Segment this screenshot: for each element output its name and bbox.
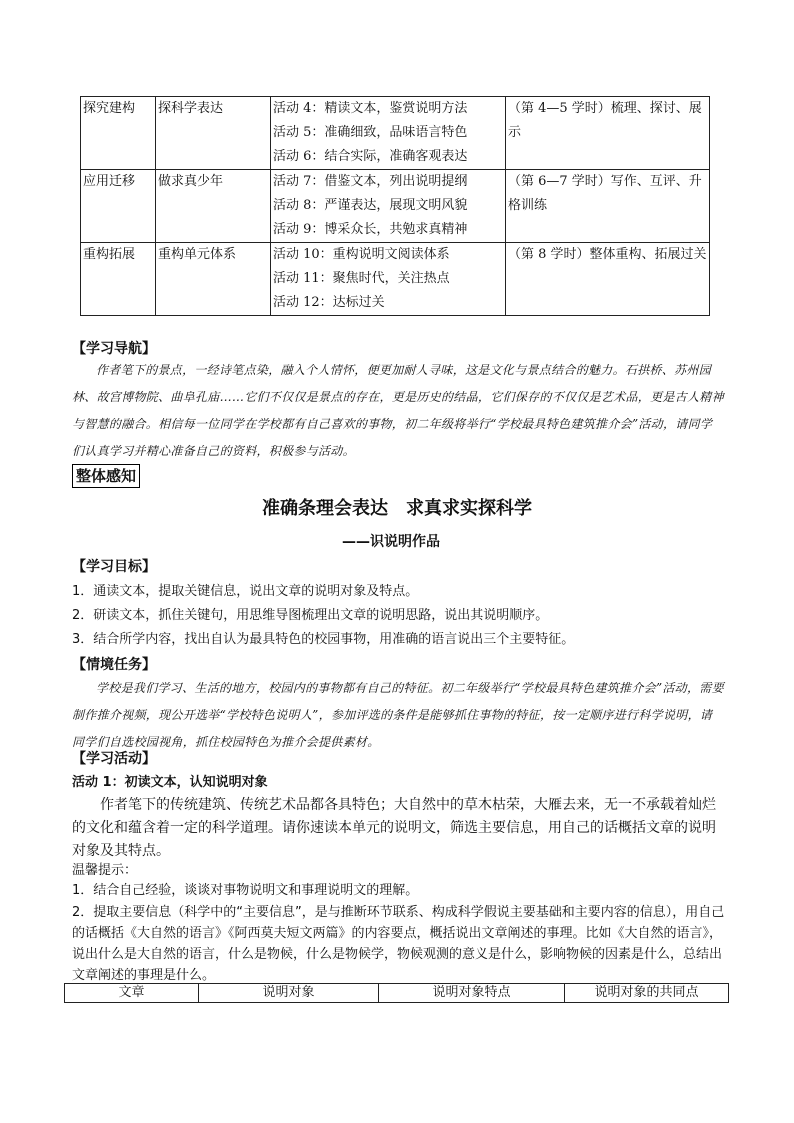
- tip-item: 2．提取主要信息（科学中的“主要信息”，是与推断环节联系、构成科学假说主要基础和主要内容的信息），用自己的话概括《大自然的语言》《阿西莫夫短文两篇》的内容要点，概括说出文章阐述的事理。比如《大自然的语言》，说出什么是大自然的语言，什么是物候，什么是物候学，物候观测的意义是什么，影响物候的因素是什么，总结出文章阐述的事理是什么。: [72, 905, 725, 983]
- activity-line: 活动 7：借鉴文本，列出说明提纲: [273, 174, 468, 189]
- activities-cell: [271, 97, 506, 170]
- task-cell: 重构单元体系: [156, 243, 271, 316]
- guide-text: 作者笔下的景点，一经诗笔点染，融入个人情怀，便更加耐人寻味，这是文化与景点结合的魅力。石拱桥、苏州园林、故宫博物院、曲阜孔庙……它们不仅仅是景点的存在，更是历史的结晶，它们保存的不仅仅是艺术品，更是古人精神与智慧的融合。相信每一位同学在学校都有自己喜欢的事物，初二年级将举行“学校最具特色建筑推介会”活动，请同学们认真学习并精心准备自己的资料，积极参与活动。: [72, 363, 724, 458]
- activities-cell: [271, 243, 506, 316]
- scenario-text: 学校是我们学习、生活的地方，校园内的事物都有自己的特征。初二年级举行“学校最具特色建筑推介会”活动，需要制作推介视频，现公开选举“学校特色说明人”，参加评选的条件是能够抓住事物的特征，按一定顺序进行科学说明，请同学们自选校园视角，抓住校园特色为推介会提供素材。: [72, 681, 724, 749]
- lesson-title: 准确条理会表达 求真求实探科学: [262, 498, 532, 519]
- unit-plan-table: [80, 96, 710, 316]
- activities-cell: [271, 170, 506, 243]
- activity-line: 活动 5：准确细致，品味语言特色: [273, 125, 468, 140]
- task-cell: 探科学表达: [156, 97, 271, 170]
- tip-item: 1．结合自己经验，谈谈对事物说明文和事理说明文的理解。: [72, 883, 419, 898]
- activity-line: 活动 8：严谨表达，展现文明风貌: [273, 198, 468, 213]
- activity-1-title: 活动 1：初读文本，认知说明对象: [72, 775, 268, 790]
- table-row: [81, 243, 710, 316]
- table-row: [81, 97, 710, 170]
- plan-cell: （第 8 学时）整体重构、拓展过关: [506, 243, 710, 316]
- tips-label: 温馨提示：: [72, 863, 138, 878]
- task-cell: 做求真少年: [156, 170, 271, 243]
- goal-item: 3．结合所学内容，找出自认为最具特色的校园事物，用准确的语言说出三个主要特征。: [72, 632, 575, 647]
- lesson-subtitle: ——识说明作品: [342, 534, 440, 550]
- activity-1-text: 作者笔下的传统建筑、传统艺术品都各具特色；大自然中的草木枯荣，大雁去来，无一不承载着灿烂的文化和蕴含着一定的科学道理。请你速读本单元的说明文，筛选主要信息，用自己的话概括文章的说明对象及其特点。: [72, 797, 716, 859]
- activity-line: 活动 4：精读文本，鉴赏说明方法: [273, 101, 468, 116]
- goals-heading: 【学习目标】: [72, 559, 156, 575]
- unit-plan-body: [81, 97, 710, 316]
- guide-heading: 【学习导航】: [72, 341, 156, 357]
- plan-cell: （第 6—7 学时）写作、互评、升格训练: [506, 170, 710, 243]
- summary-table: [64, 983, 729, 1003]
- header-common: 说明对象的共同点: [565, 984, 729, 1003]
- section-label: 整体感知: [72, 464, 140, 488]
- header-object: 说明对象: [199, 984, 379, 1003]
- stage-cell: 重构拓展: [81, 243, 156, 316]
- activity-line: 活动 9：博采众长，共勉求真精神: [273, 222, 468, 237]
- activity-line: 活动 6：结合实际，准确客观表达: [273, 149, 468, 164]
- header-article: 文章: [65, 984, 199, 1003]
- stage-cell: 应用迁移: [81, 170, 156, 243]
- stage-cell: 探究建构: [81, 97, 156, 170]
- activities-heading: 【学习活动】: [72, 751, 156, 767]
- header-features: 说明对象特点: [379, 984, 565, 1003]
- goal-item: 2．研读文本，抓住关键句，用思维导图梳理出文章的说明思路，说出其说明顺序。: [72, 608, 549, 623]
- goal-item: 1．通读文本，提取关键信息，说出文章的说明对象及特点。: [72, 584, 419, 599]
- activity-line: 活动 12：达标过关: [273, 295, 385, 310]
- activity-line: 活动 11：聚焦时代，关注热点: [273, 271, 450, 286]
- plan-cell: （第 4—5 学时）梳理、探讨、展示: [506, 97, 710, 170]
- scenario-heading: 【情境任务】: [72, 657, 156, 673]
- activity-line: 活动 10：重构说明文阅读体系: [273, 247, 450, 262]
- table-row: [81, 170, 710, 243]
- table-header-row: [65, 984, 729, 1003]
